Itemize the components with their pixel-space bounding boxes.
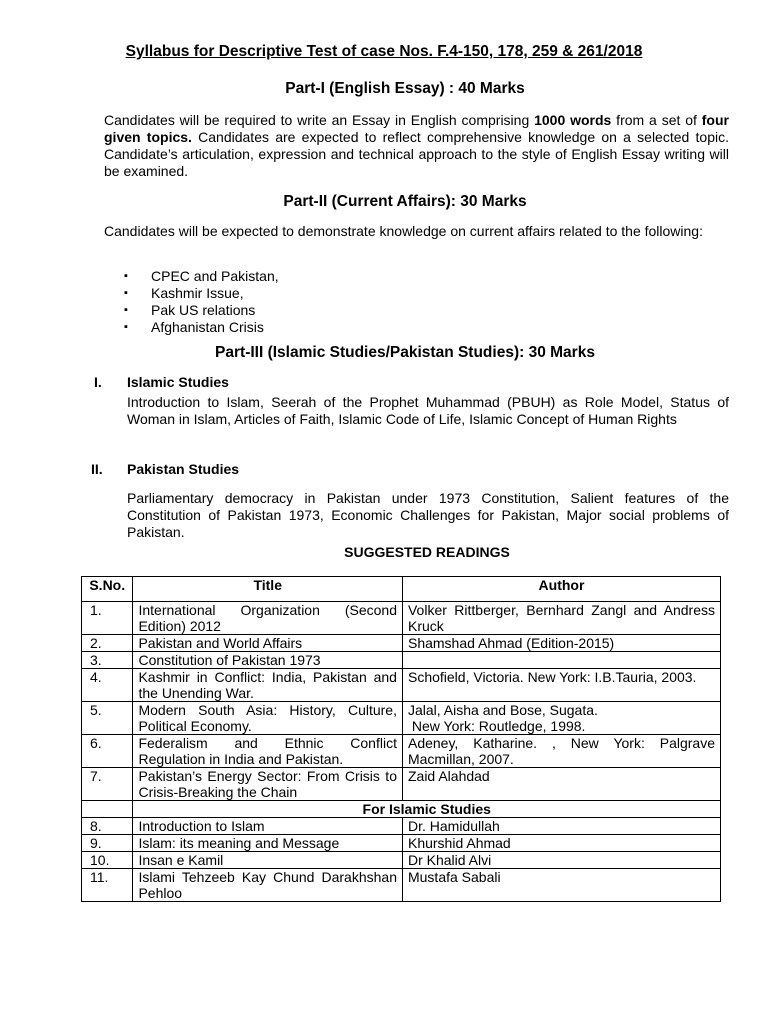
current-affairs-list xyxy=(124,268,279,336)
col-author-header: Author xyxy=(402,577,720,602)
pakistan-studies-heading: Pakistan Studies xyxy=(127,461,240,477)
table-cell-author: Adeney, Katharine. , New York: Palgrave Macmillan, 2007. xyxy=(402,735,720,768)
table-header-row xyxy=(82,577,721,602)
list-item: ▪ Pak US relations xyxy=(124,302,279,319)
table-row xyxy=(82,768,721,801)
table-cell-n: 9. xyxy=(82,835,133,852)
table-cell-author: Khurshid Ahmad xyxy=(402,835,720,852)
table-row xyxy=(82,652,721,669)
list-item: ▪ Afghanistan Crisis xyxy=(124,319,279,336)
table-cell-title: Federalism and Ethnic Conflict Regulation in India and Pakistan. xyxy=(133,735,403,768)
table-row xyxy=(82,635,721,652)
islamic-studies-text: Introduction to Islam, Seerah of the Prophet Muhammad (PBUH) as Role Model, Status of Woman in Islam, Articles of Faith, Islamic Code of Life, Islamic Concept of Human Rights xyxy=(127,394,729,427)
table-cell-title: Insan e Kamil xyxy=(133,852,403,869)
table-cell-n: 5. xyxy=(82,702,133,735)
pakistan-studies-text: Parliamentary democracy in Pakistan under 1973 Constitution, Salient features of the Constitution of Pakistan 1973, Economic Challenges for Pakistan, Major social problems of Pakistan. xyxy=(127,490,729,540)
col-sno-header: S.No. xyxy=(82,577,133,602)
table-row xyxy=(82,869,721,902)
table-row xyxy=(82,669,721,702)
table-cell-n: 10. xyxy=(82,852,133,869)
part2-heading: Part-II (Current Affairs): 30 Marks xyxy=(283,193,527,210)
table-cell-n: 2. xyxy=(82,635,133,652)
list-item: ▪ Kashmir Issue, xyxy=(124,285,279,302)
table-cell-title: Constitution of Pakistan 1973 xyxy=(133,652,403,669)
section-numeral-1: I. xyxy=(94,374,102,390)
table-cell-n: 1. xyxy=(82,602,133,635)
table-row xyxy=(82,735,721,768)
table-section-row xyxy=(82,801,721,818)
part1-text-c: Candidates are expected to reflect comprehensive knowledge on a selected topic. Candidate’s articulation, expression and technical approach to the style of English Essay writing will be examined. xyxy=(104,129,729,179)
part1-bold-words: 1000 words xyxy=(534,112,612,128)
table-cell-author: Schofield, Victoria. New York: I.B.Tauria, 2003. xyxy=(402,669,720,702)
part1-text-b: from a set of xyxy=(611,112,702,128)
readings-table xyxy=(81,576,721,902)
table-cell-author: Mustafa Sabali xyxy=(402,869,720,902)
table-cell-title: Kashmir in Conflict: India, Pakistan and the Unending War. xyxy=(133,669,403,702)
part1-text-a: Candidates will be required to write an Essay in English comprising xyxy=(104,112,535,128)
table-cell-author: Volker Rittberger, Bernhard Zangl and Andress Kruck xyxy=(402,602,720,635)
table-cell-author: Dr. Hamidullah xyxy=(402,818,720,835)
table-cell-n: 6. xyxy=(82,735,133,768)
table-cell-n: 7. xyxy=(82,768,133,801)
table-cell-author: Jalal, Aisha and Bose, Sugata. New York: Routledge, 1998. xyxy=(402,702,720,735)
part1-heading: Part-I (English Essay) : 40 Marks xyxy=(285,80,525,97)
table-cell-title: Islami Tehzeeb Kay Chund Darakhshan Pehloo xyxy=(133,869,403,902)
part2-intro: Candidates will be expected to demonstrate knowledge on current affairs related to the following: xyxy=(104,223,703,239)
table-row xyxy=(82,852,721,869)
col-title-header: Title xyxy=(133,577,403,602)
table-cell-title: Pakistan and World Affairs xyxy=(133,635,403,652)
table-row xyxy=(82,835,721,852)
table-row xyxy=(82,602,721,635)
table-cell-empty xyxy=(82,801,133,818)
table-cell-title: Modern South Asia: History, Culture, Political Economy. xyxy=(133,702,403,735)
table-row xyxy=(82,702,721,735)
islamic-studies-section-label: For Islamic Studies xyxy=(133,801,721,818)
part1-bold-topics: four given topics. xyxy=(104,112,729,145)
islamic-studies-heading: Islamic Studies xyxy=(127,374,229,390)
table-cell-n: 8. xyxy=(82,818,133,835)
table-cell-author: Shamshad Ahmad (Edition-2015) xyxy=(402,635,720,652)
table-cell-title: Islam: its meaning and Message xyxy=(133,835,403,852)
table-row xyxy=(82,818,721,835)
suggested-readings-heading: SUGGESTED READINGS xyxy=(344,544,510,560)
part3-heading: Part-III (Islamic Studies/Pakistan Studies): 30 Marks xyxy=(215,344,595,361)
table-cell-title: Introduction to Islam xyxy=(133,818,403,835)
list-item: ▪ CPEC and Pakistan, xyxy=(124,268,279,285)
table-cell-title: International Organization (Second Edition) 2012 xyxy=(133,602,403,635)
table-cell-author xyxy=(402,652,720,669)
table-cell-n: 4. xyxy=(82,669,133,702)
document-title: Syllabus for Descriptive Test of case Nos. F.4-150, 178, 259 & 261/2018 xyxy=(125,43,643,60)
table-cell-author: Dr Khalid Alvi xyxy=(402,852,720,869)
table-cell-n: 11. xyxy=(82,869,133,902)
part1-paragraph xyxy=(104,112,729,180)
table-cell-n: 3. xyxy=(82,652,133,669)
table-cell-author: Zaid Alahdad xyxy=(402,768,720,801)
section-numeral-2: II. xyxy=(91,461,103,477)
table-cell-title: Pakistan’s Energy Sector: From Crisis to Crisis-Breaking the Chain xyxy=(133,768,403,801)
